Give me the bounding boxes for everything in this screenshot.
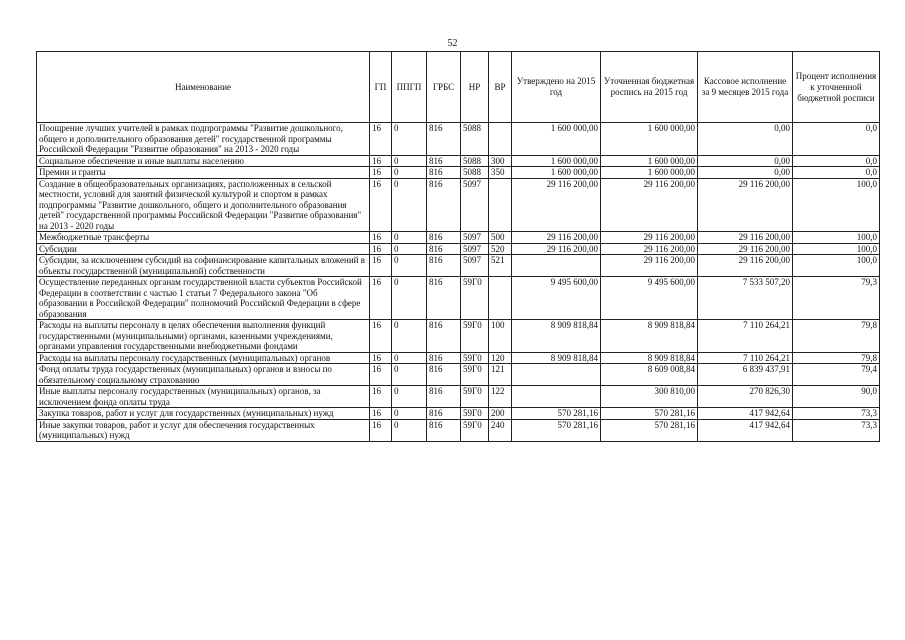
cell-ppgp: 0	[392, 364, 427, 386]
cell-np: 5097	[461, 178, 489, 232]
cell-percent: 100,0	[793, 255, 880, 277]
cell-cash: 0,00	[698, 155, 793, 167]
cell-np: 5088	[461, 155, 489, 167]
cell-name: Закупка товаров, работ и услуг для государственных (муниципальных) нужд	[37, 408, 370, 420]
table-row	[37, 408, 880, 420]
cell-vr: 240	[489, 419, 512, 441]
cell-ppgp: 0	[392, 232, 427, 244]
cell-refined: 29 116 200,00	[601, 178, 698, 232]
cell-vr: 121	[489, 364, 512, 386]
cell-name: Иные закупки товаров, работ и услуг для обеспечения государственных (муниципальных) нужд	[37, 419, 370, 441]
cell-cash: 0,00	[698, 123, 793, 156]
column-header-gp: ГП	[370, 52, 392, 123]
cell-ppgp: 0	[392, 243, 427, 255]
cell-gp: 16	[370, 155, 392, 167]
table-row	[37, 255, 880, 277]
cell-np: 5097	[461, 255, 489, 277]
cell-gp: 16	[370, 386, 392, 408]
table-body	[37, 123, 880, 442]
cell-vr	[489, 178, 512, 232]
cell-refined: 1 600 000,00	[601, 123, 698, 156]
cell-percent: 100,0	[793, 178, 880, 232]
cell-percent: 79,3	[793, 277, 880, 320]
cell-vr	[489, 123, 512, 156]
table-row	[37, 243, 880, 255]
table-header-row	[37, 52, 880, 123]
cell-grbs: 816	[427, 123, 461, 156]
cell-np: 59Г0	[461, 386, 489, 408]
cell-name: Фонд оплаты труда государственных (муниципальных) органов и взносы по обязательному социальному страхованию	[37, 364, 370, 386]
table-row	[37, 386, 880, 408]
column-header-refined: Уточненная бюджетная роспись на 2015 год	[601, 52, 698, 123]
cell-percent: 90,0	[793, 386, 880, 408]
table-row	[37, 419, 880, 441]
cell-gp: 16	[370, 408, 392, 420]
cell-approved	[512, 386, 601, 408]
cell-refined: 1 600 000,00	[601, 155, 698, 167]
cell-vr: 100	[489, 320, 512, 353]
cell-ppgp: 0	[392, 255, 427, 277]
cell-approved: 570 281,16	[512, 419, 601, 441]
cell-cash: 29 116 200,00	[698, 243, 793, 255]
cell-cash: 7 110 264,21	[698, 352, 793, 364]
cell-percent: 79,8	[793, 320, 880, 353]
cell-ppgp: 0	[392, 277, 427, 320]
cell-refined: 8 909 818,84	[601, 320, 698, 353]
column-header-vr: ВР	[489, 52, 512, 123]
cell-vr	[489, 277, 512, 320]
cell-cash: 7 110 264,21	[698, 320, 793, 353]
cell-refined: 570 281,16	[601, 408, 698, 420]
cell-percent: 73,3	[793, 419, 880, 441]
cell-refined: 9 495 600,00	[601, 277, 698, 320]
cell-np: 5097	[461, 232, 489, 244]
cell-name: Субсидии, за исключением субсидий на софинансирование капитальных вложений в объекты государственной (муниципальной) собственности	[37, 255, 370, 277]
cell-percent: 79,8	[793, 352, 880, 364]
cell-grbs: 816	[427, 167, 461, 179]
page-number: 52	[447, 38, 458, 49]
cell-vr: 521	[489, 255, 512, 277]
table-row	[37, 277, 880, 320]
cell-approved: 29 116 200,00	[512, 243, 601, 255]
cell-approved: 8 909 818,84	[512, 352, 601, 364]
cell-grbs: 816	[427, 155, 461, 167]
cell-cash: 417 942,64	[698, 408, 793, 420]
cell-approved: 29 116 200,00	[512, 178, 601, 232]
cell-grbs: 816	[427, 419, 461, 441]
cell-grbs: 816	[427, 386, 461, 408]
cell-name: Расходы на выплаты персоналу государственных (муниципальных) органов	[37, 352, 370, 364]
budget-execution-table	[36, 51, 880, 442]
cell-refined: 8 609 008,84	[601, 364, 698, 386]
cell-ppgp: 0	[392, 352, 427, 364]
cell-grbs: 816	[427, 243, 461, 255]
cell-name: Социальное обеспечение и иные выплаты населению	[37, 155, 370, 167]
cell-percent: 100,0	[793, 243, 880, 255]
cell-np: 59Г0	[461, 320, 489, 353]
cell-cash: 7 533 507,20	[698, 277, 793, 320]
cell-ppgp: 0	[392, 386, 427, 408]
cell-gp: 16	[370, 178, 392, 232]
cell-refined: 300 810,00	[601, 386, 698, 408]
column-header-ppgp: ППГП	[392, 52, 427, 123]
cell-ppgp: 0	[392, 408, 427, 420]
cell-approved: 29 116 200,00	[512, 232, 601, 244]
cell-gp: 16	[370, 419, 392, 441]
cell-np: 5097	[461, 243, 489, 255]
table-row	[37, 364, 880, 386]
cell-percent: 100,0	[793, 232, 880, 244]
cell-cash: 6 839 437,91	[698, 364, 793, 386]
cell-name: Создание в общеобразовательных организациях, расположенных в сельской местности, условий для занятий физической культурой и спортом в рамках подпрограммы "Развитие дошкольного, общего и дополнительного образования детей" государственной программы Российской Федерации "Развитие образования" на 2013 - 2020 годы	[37, 178, 370, 232]
cell-ppgp: 0	[392, 419, 427, 441]
cell-approved	[512, 364, 601, 386]
cell-refined: 570 281,16	[601, 419, 698, 441]
cell-ppgp: 0	[392, 320, 427, 353]
cell-np: 59Г0	[461, 352, 489, 364]
column-header-approved: Утверждено на 2015 год	[512, 52, 601, 123]
cell-name: Иные выплаты персоналу государственных (муниципальных) органов, за исключением фонда оплаты труда	[37, 386, 370, 408]
cell-percent: 73,3	[793, 408, 880, 420]
cell-np: 59Г0	[461, 277, 489, 320]
cell-np: 5088	[461, 167, 489, 179]
cell-vr: 120	[489, 352, 512, 364]
cell-grbs: 816	[427, 320, 461, 353]
cell-vr: 520	[489, 243, 512, 255]
column-header-cash: Кассовое исполнение за 9 месяцев 2015 года	[698, 52, 793, 123]
cell-ppgp: 0	[392, 155, 427, 167]
cell-cash: 29 116 200,00	[698, 255, 793, 277]
cell-vr: 122	[489, 386, 512, 408]
table-row	[37, 178, 880, 232]
cell-name: Премии и гранты	[37, 167, 370, 179]
table-row	[37, 155, 880, 167]
cell-gp: 16	[370, 364, 392, 386]
cell-np: 59Г0	[461, 408, 489, 420]
cell-cash: 270 826,30	[698, 386, 793, 408]
cell-ppgp: 0	[392, 167, 427, 179]
cell-cash: 0,00	[698, 167, 793, 179]
cell-vr: 300	[489, 155, 512, 167]
cell-approved: 8 909 818,84	[512, 320, 601, 353]
cell-grbs: 816	[427, 408, 461, 420]
cell-percent: 0,0	[793, 123, 880, 156]
cell-np: 59Г0	[461, 419, 489, 441]
cell-approved: 1 600 000,00	[512, 155, 601, 167]
cell-cash: 29 116 200,00	[698, 232, 793, 244]
cell-name: Поощрение лучших учителей в рамках подпрограммы "Развитие дошкольного, общего и дополнительного образования детей" государственной программы Российской Федерации "Развитие образования" на 2013 - 2020 годы	[37, 123, 370, 156]
cell-gp: 16	[370, 352, 392, 364]
cell-percent: 0,0	[793, 155, 880, 167]
column-header-grbs: ГРБС	[427, 52, 461, 123]
cell-np: 59Г0	[461, 364, 489, 386]
cell-gp: 16	[370, 232, 392, 244]
table-row	[37, 320, 880, 353]
table-row	[37, 232, 880, 244]
table-row	[37, 352, 880, 364]
column-header-percent: Процент исполнения к уточненной бюджетной росписи	[793, 52, 880, 123]
cell-grbs: 816	[427, 232, 461, 244]
cell-name: Межбюджетные трансферты	[37, 232, 370, 244]
cell-approved: 9 495 600,00	[512, 277, 601, 320]
cell-refined: 1 600 000,00	[601, 167, 698, 179]
cell-approved	[512, 255, 601, 277]
cell-gp: 16	[370, 167, 392, 179]
cell-cash: 417 942,64	[698, 419, 793, 441]
cell-refined: 29 116 200,00	[601, 243, 698, 255]
cell-grbs: 816	[427, 352, 461, 364]
cell-gp: 16	[370, 277, 392, 320]
cell-grbs: 816	[427, 364, 461, 386]
table-row	[37, 123, 880, 156]
cell-gp: 16	[370, 123, 392, 156]
cell-ppgp: 0	[392, 123, 427, 156]
cell-vr: 350	[489, 167, 512, 179]
cell-approved: 1 600 000,00	[512, 123, 601, 156]
cell-refined: 29 116 200,00	[601, 232, 698, 244]
cell-grbs: 816	[427, 277, 461, 320]
cell-grbs: 816	[427, 178, 461, 232]
cell-name: Осуществление переданных органам государственной власти субъектов Российской Федерации в соответствии с частью 1 статьи 7 Федерального закона "Об образовании в Российской Федерации" полномочий Российской Федерации в сфере образования	[37, 277, 370, 320]
column-header-np: НР	[461, 52, 489, 123]
cell-name: Расходы на выплаты персоналу в целях обеспечения выполнения функций государственными (муниципальными) органами, казенными учреждениями, органами управления государственными внебюджетными фондами	[37, 320, 370, 353]
cell-cash: 29 116 200,00	[698, 178, 793, 232]
cell-np: 5088	[461, 123, 489, 156]
cell-percent: 0,0	[793, 167, 880, 179]
cell-vr: 200	[489, 408, 512, 420]
column-header-name: Наименование	[37, 52, 370, 123]
cell-vr: 500	[489, 232, 512, 244]
cell-ppgp: 0	[392, 178, 427, 232]
cell-percent: 79,4	[793, 364, 880, 386]
cell-name: Субсидии	[37, 243, 370, 255]
cell-refined: 29 116 200,00	[601, 255, 698, 277]
cell-approved: 570 281,16	[512, 408, 601, 420]
cell-refined: 8 909 818,84	[601, 352, 698, 364]
cell-approved: 1 600 000,00	[512, 167, 601, 179]
cell-gp: 16	[370, 243, 392, 255]
cell-gp: 16	[370, 320, 392, 353]
cell-gp: 16	[370, 255, 392, 277]
table-row	[37, 167, 880, 179]
cell-grbs: 816	[427, 255, 461, 277]
